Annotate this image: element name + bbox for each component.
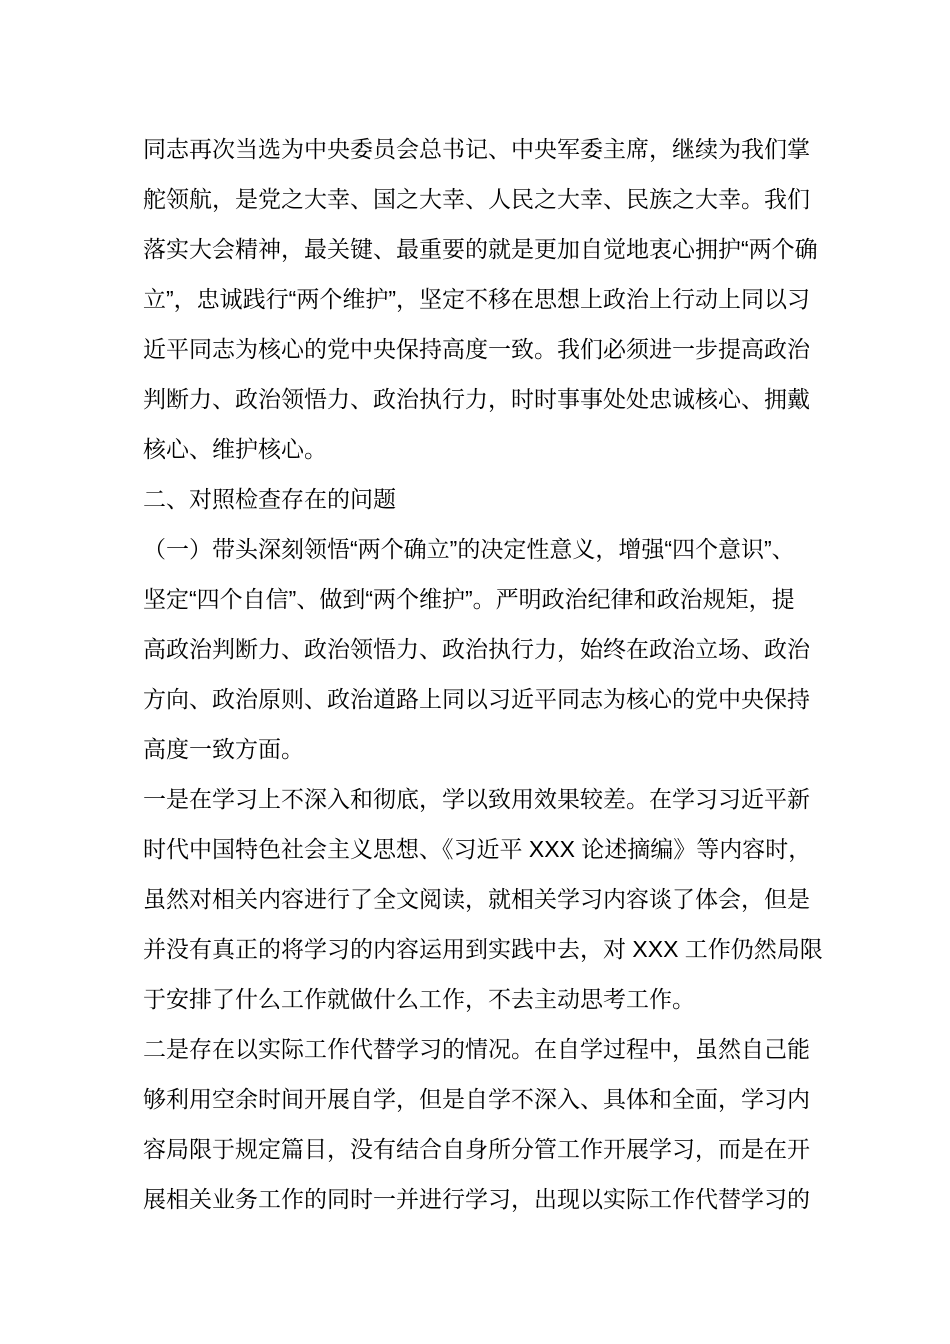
text-line: 立”，忠诚践行“两个维护”，坚定不移在思想上政治上行动上同以习 <box>143 286 810 312</box>
text-line: 展相关业务工作的同时一并进行学习，出现以实际工作代替学习的 <box>143 1186 810 1212</box>
text-line: 够利用空余时间开展自学，但是自学不深入、具体和全面，学习内 <box>143 1086 810 1112</box>
text-line: 于安排了什么工作就做什么工作，不去主动思考工作。 <box>143 986 695 1012</box>
section-heading-line: 二、对照检查存在的问题 <box>143 486 396 512</box>
text-line: 高度一致方面。 <box>143 736 304 762</box>
text-line: 二是存在以实际工作代替学习的情况。在自学过程中，虽然自己能 <box>143 1036 810 1062</box>
text-line: 坚定“四个自信”、做到“两个维护”。严明政治纪律和政治规矩，提 <box>143 586 795 612</box>
text-line: 舵领航，是党之大幸、国之大幸、人民之大幸、民族之大幸。我们 <box>143 186 810 212</box>
text-line: 高政治判断力、政治领悟力、政治执行力，始终在政治立场、政治 <box>143 636 810 662</box>
text-line: 一是在学习上不深入和彻底，学以致用效果较差。在学习习近平新 <box>143 786 810 812</box>
text-line: 容局限于规定篇目，没有结合自身所分管工作开展学习，而是在开 <box>143 1136 810 1162</box>
text-line: 方向、政治原则、政治道路上同以习近平同志为核心的党中央保持 <box>143 686 810 712</box>
text-line: 虽然对相关内容进行了全文阅读，就相关学习内容谈了体会，但是 <box>143 886 810 912</box>
text-line: 并没有真正的将学习的内容运用到实践中去，对 XXX 工作仍然局限 <box>143 936 823 962</box>
text-line: 判断力、政治领悟力、政治执行力，时时事事处处忠诚核心、拥戴 <box>143 386 810 412</box>
text-line: 核心、维护核心。 <box>143 436 327 462</box>
text-line: 同志再次当选为中央委员会总书记、中央军委主席，继续为我们掌 <box>143 136 810 162</box>
text-line: 落实大会精神，最关键、最重要的就是更加自觉地衷心拥护“两个确 <box>143 236 818 262</box>
text-line: 近平同志为核心的党中央保持高度一致。我们必须进一步提高政治 <box>143 336 810 362</box>
subsection-heading-line: （一）带头深刻领悟“两个确立”的决定性意义，增强“四个意识”、 <box>143 536 795 562</box>
document-text-column <box>143 124 823 1224</box>
text-line: 时代中国特色社会主义思想、《习近平 XXX 论述摘编》等内容时， <box>143 836 812 862</box>
